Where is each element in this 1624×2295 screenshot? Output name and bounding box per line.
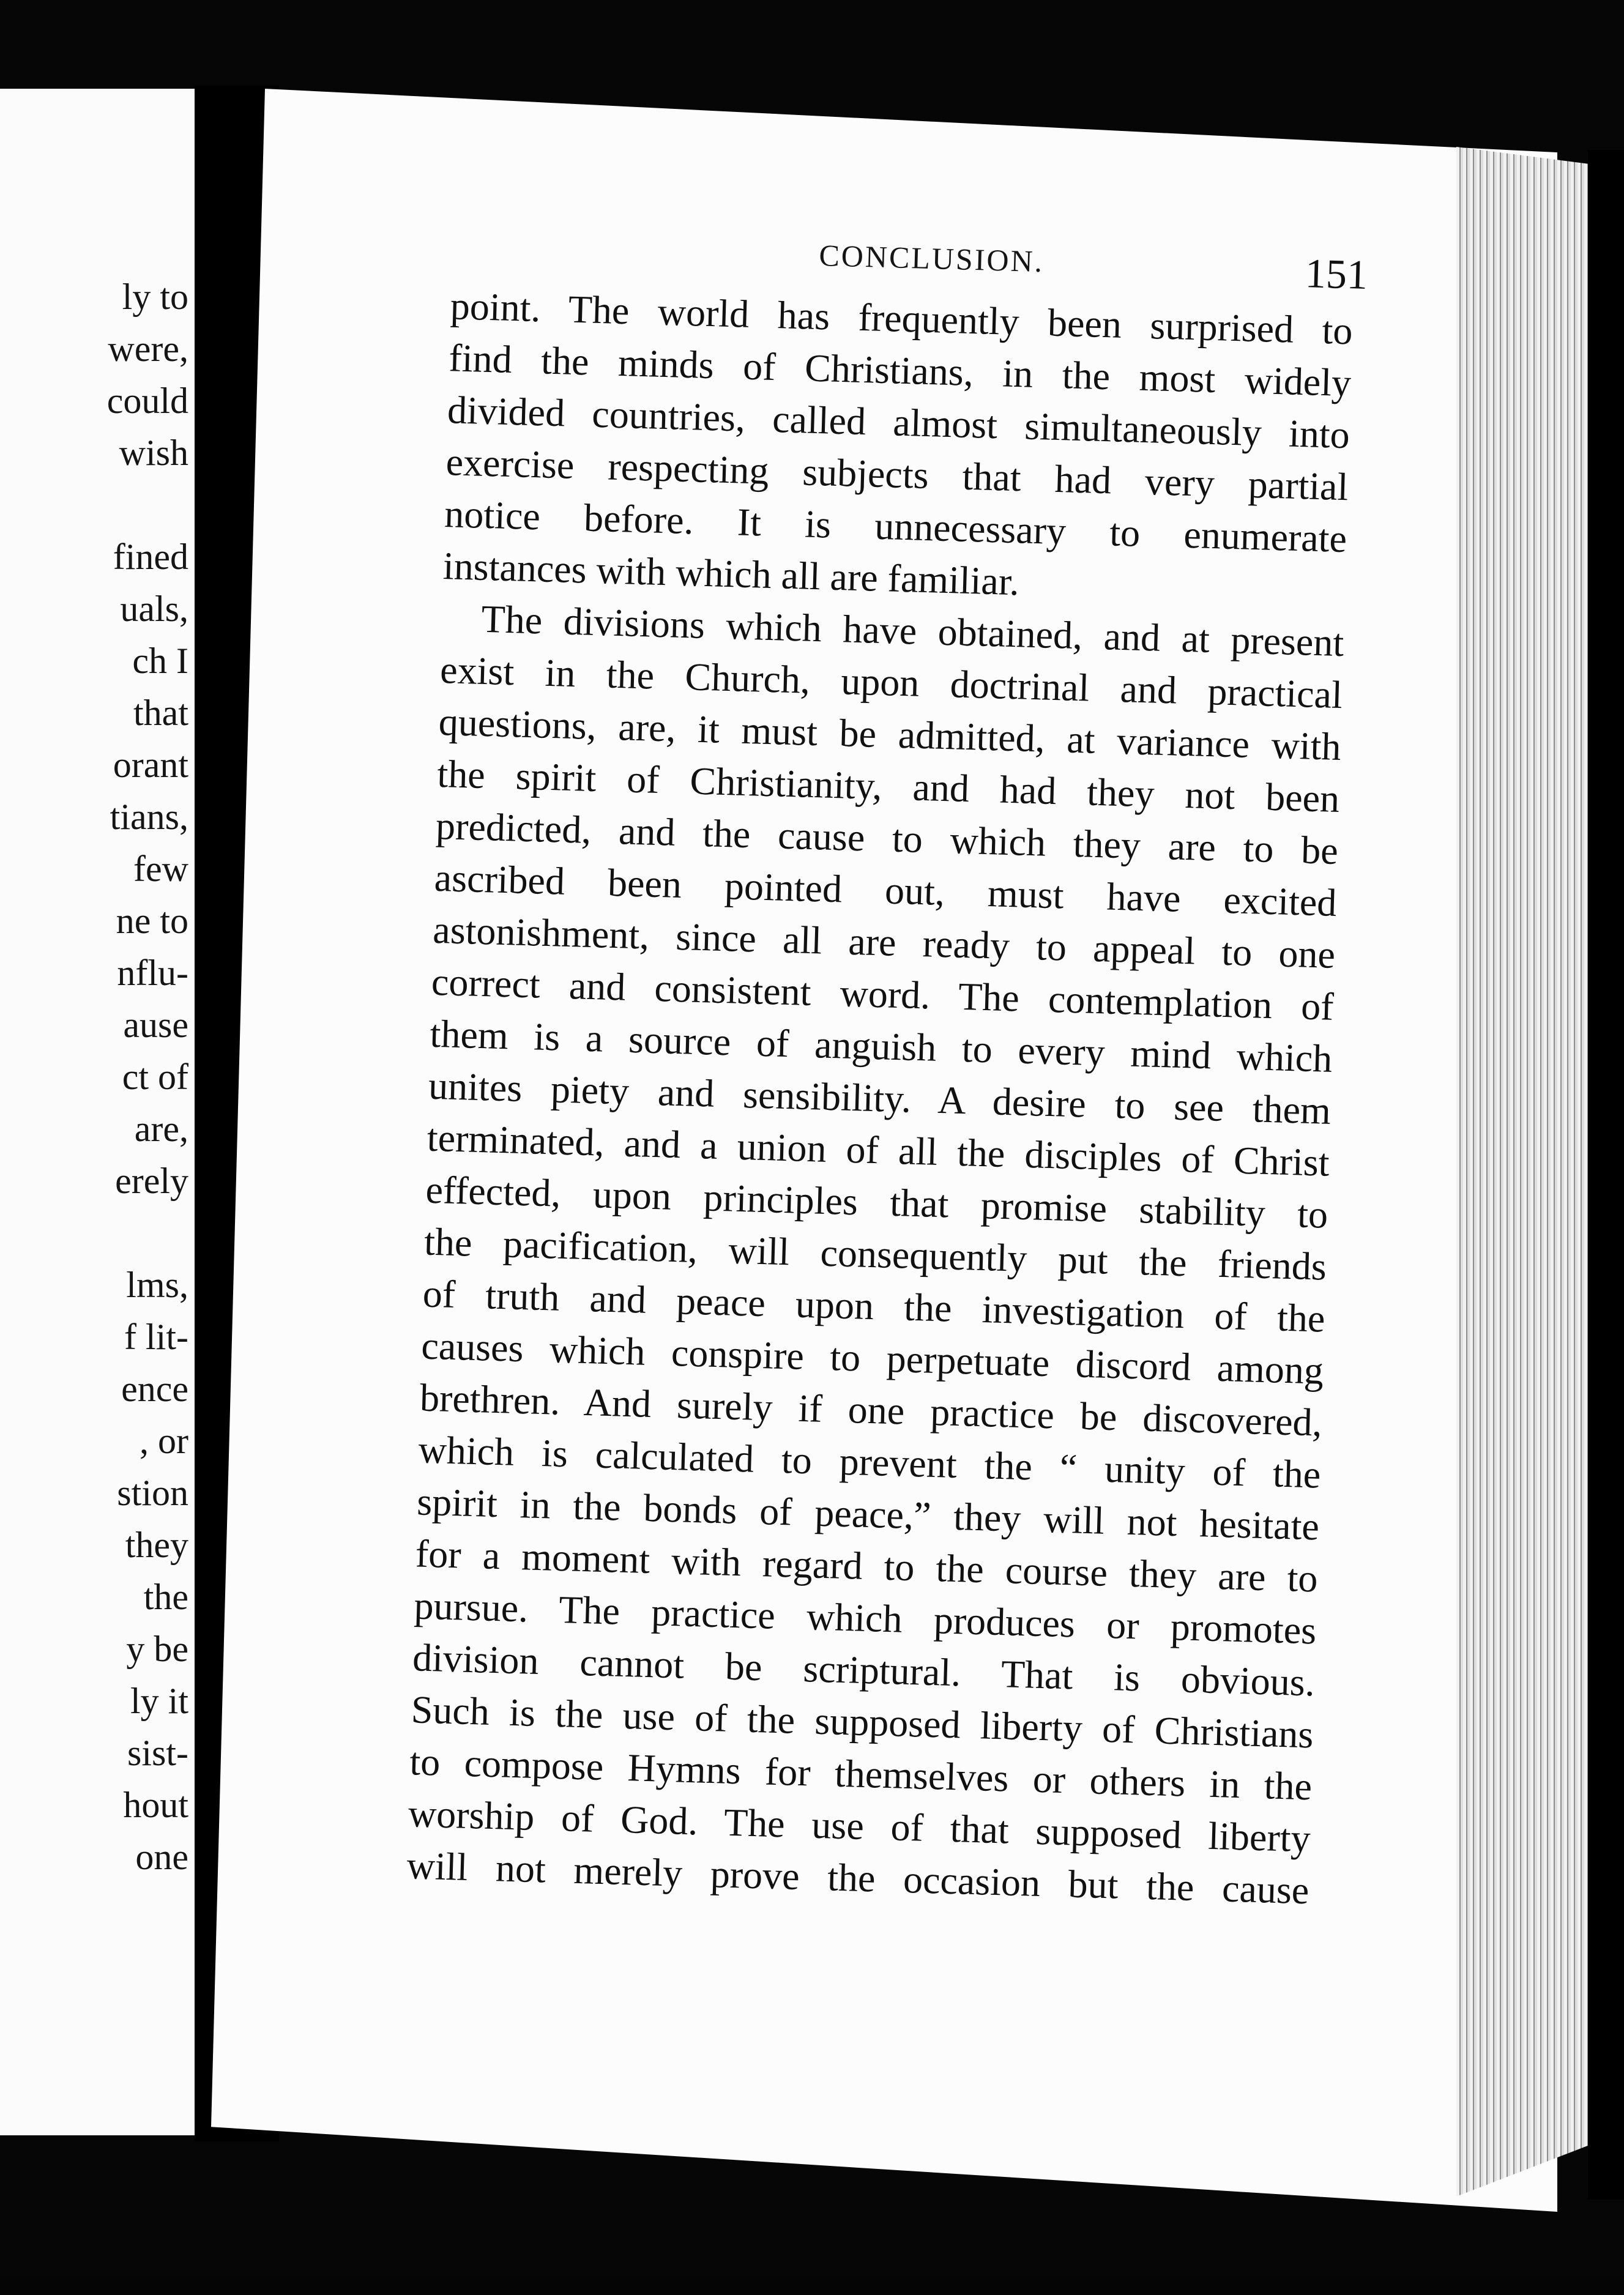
body-text-line: exist in the Church, upon doctrinal and practical <box>439 647 1343 717</box>
left-page-line: ly to <box>122 277 188 317</box>
running-head: CONCLUSION. <box>818 237 1045 279</box>
left-page-line: ause <box>123 1005 188 1045</box>
left-page-line: they <box>125 1525 188 1565</box>
body-text-line: predicted, and the cause to which they are to be <box>435 803 1339 873</box>
body-text-line: for a moment with regard to the course they are to <box>415 1531 1319 1601</box>
body-text-line: spirit in the bonds of peace,” they will not hesitate <box>416 1479 1320 1549</box>
left-page-line: are, <box>134 1109 188 1149</box>
body-text-line: causes which conspire to perpetuate discord among <box>420 1323 1324 1393</box>
body-text-line: The divisions which have obtained, and at present <box>480 597 1345 665</box>
left-page-line: that <box>133 693 188 733</box>
body-text-line: brethren. And surely if one practice be discovered, <box>419 1375 1323 1445</box>
body-text-line: ascribed been pointed out, must have excited <box>433 855 1338 924</box>
body-text-line: exercise respecting subjects that had very partial <box>445 440 1349 509</box>
left-page-line: one <box>135 1837 188 1877</box>
left-page-line: f lit- <box>124 1317 188 1357</box>
left-page-line: few <box>133 849 188 889</box>
left-page-line: sist- <box>127 1733 188 1773</box>
body-text-line: of truth and peace upon the investigation of the <box>422 1271 1326 1341</box>
body-text-line: notice before. It is unnecessary to enumerate <box>444 492 1347 561</box>
body-text-line: them is a source of anguish to every mind which <box>429 1011 1333 1081</box>
body-text-line: effected, upon principles that promise stability to <box>425 1167 1329 1237</box>
page-number: 151 <box>1304 250 1369 298</box>
left-page-line: were, <box>108 329 188 369</box>
body-text-line: terminated, and a union of all the disciples of Christ <box>426 1115 1330 1185</box>
body-text-line: point. The world has frequently been surprised to <box>450 284 1354 353</box>
left-page-line: nflu- <box>117 953 188 993</box>
body-text-line: the pacification, will consequently put the friends <box>423 1219 1327 1289</box>
left-page-line: fined <box>113 537 188 577</box>
body-text-line: Such is the use of the supposed liberty of Christians <box>410 1687 1314 1757</box>
left-page-line: wish <box>119 433 188 473</box>
left-page-line: ly it <box>130 1681 188 1721</box>
body-text-line: correct and consistent word. The contemplation of <box>431 959 1335 1028</box>
body-text-line: division cannot be scriptural. That is obvious. <box>412 1635 1316 1705</box>
left-page-line: stion <box>117 1473 188 1513</box>
body-text-line: will not merely prove the occasion but the cause <box>406 1843 1310 1913</box>
left-page-line: ch I <box>132 641 188 681</box>
left-page-line: , or <box>140 1421 188 1461</box>
body-text-line: which is calculated to prevent the “ unity of the <box>417 1427 1322 1497</box>
body-text-line: worship of God. The use of that supposed liberty <box>408 1791 1311 1861</box>
body-text-line: divided countries, called almost simultaneously into <box>447 388 1350 457</box>
left-page-line: could <box>106 381 188 421</box>
left-page-line: erely <box>115 1161 188 1201</box>
left-page-line: tians, <box>110 797 188 837</box>
body-text-line: pursue. The practice which produces or promotes <box>413 1583 1317 1653</box>
left-page-line: uals, <box>120 589 188 629</box>
left-page-line: hout <box>123 1785 188 1825</box>
body-text-line: astonishment, since all are ready to appeal to one <box>432 907 1336 976</box>
left-page-line: lms, <box>126 1265 188 1305</box>
body-text-line: instances with which all are familiar. <box>442 544 1020 604</box>
body-text-line: find the minds of Christians, in the most widely <box>448 336 1352 405</box>
left-page-line: ct of <box>122 1057 188 1097</box>
body-text-line: the spirit of Christianity, and had they not been <box>436 751 1341 821</box>
left-page-line: orant <box>113 745 188 785</box>
left-page-line: y be <box>126 1629 188 1669</box>
left-page-line: ence <box>121 1369 188 1409</box>
left-page-line: the <box>143 1577 188 1617</box>
body-text-line: to compose Hymns for themselves or others in the <box>409 1739 1313 1809</box>
body-text-line: unites piety and sensibility. A desire to see them <box>428 1063 1332 1133</box>
left-page-line: ne to <box>116 901 188 941</box>
body-text-line: questions, are, it must be admitted, at variance with <box>438 699 1342 769</box>
